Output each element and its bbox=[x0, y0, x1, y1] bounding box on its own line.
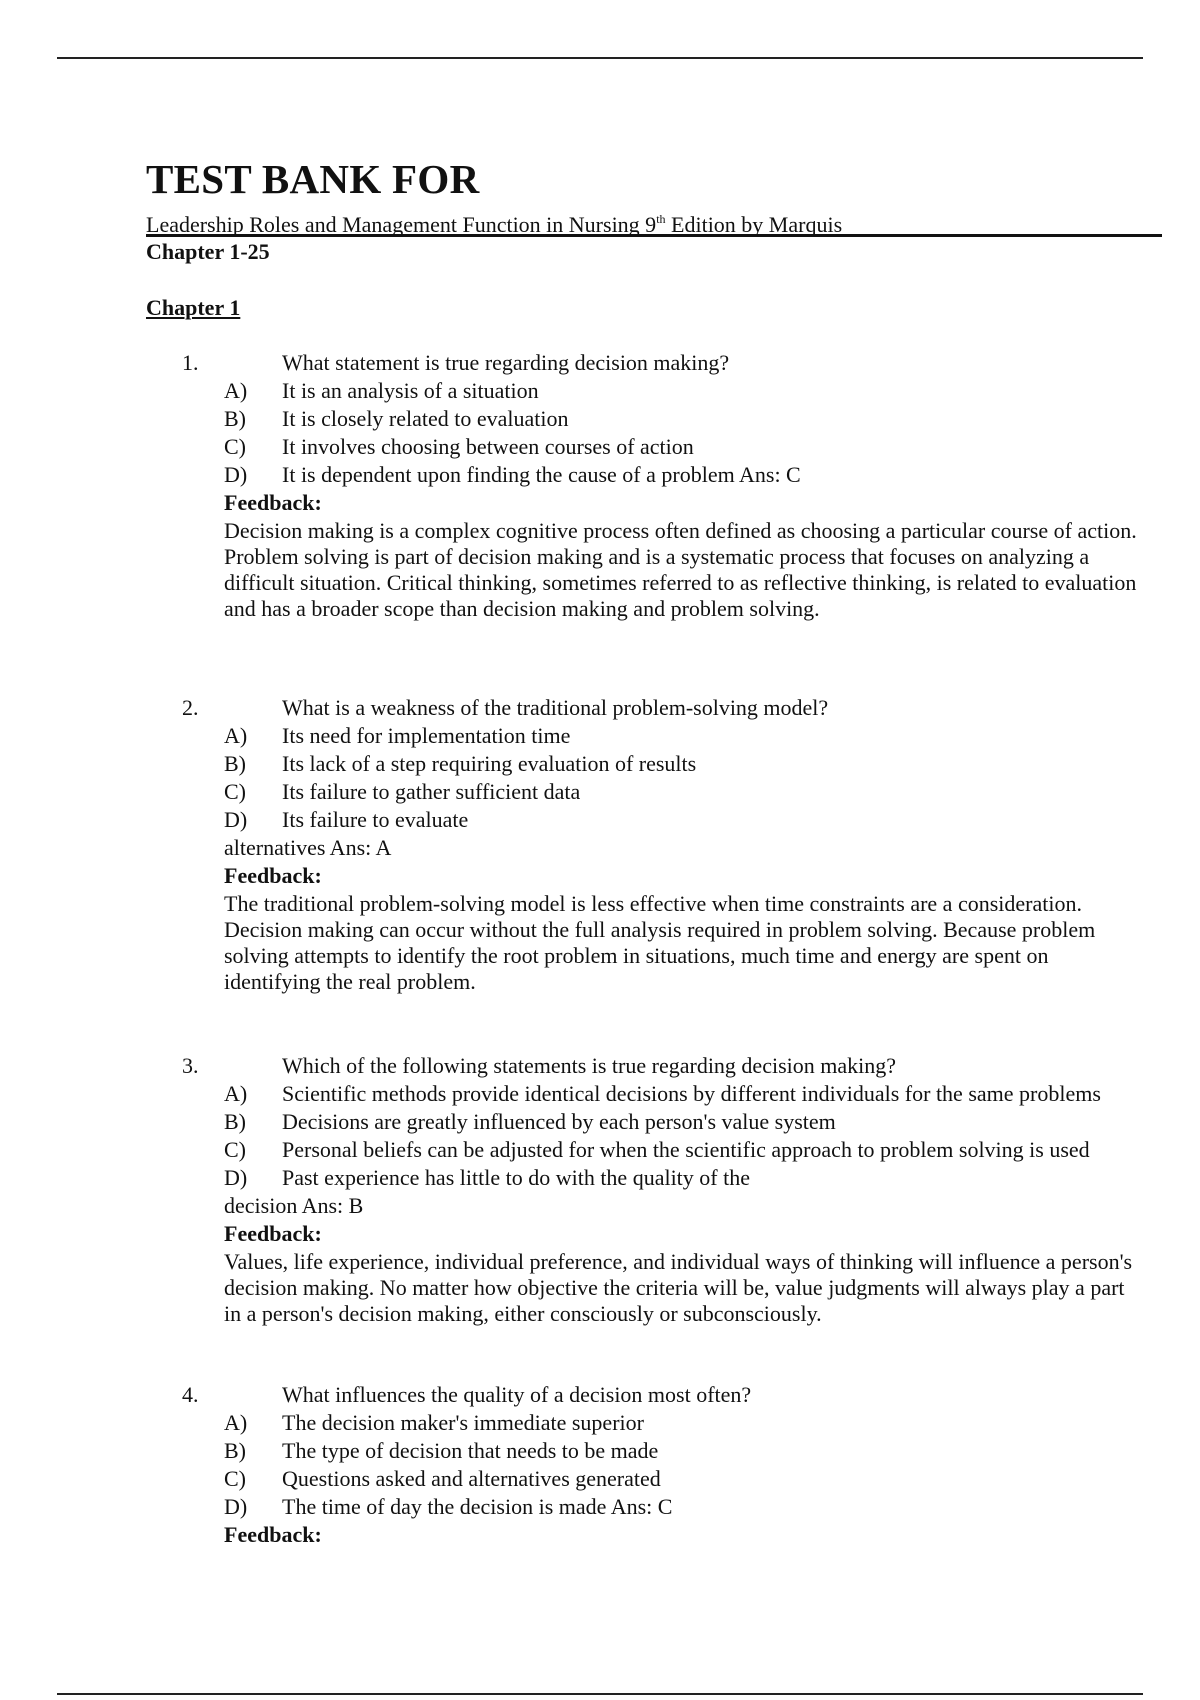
option-a bbox=[0, 1410, 1200, 1438]
option-label: D) bbox=[224, 1165, 248, 1190]
option-label: B) bbox=[224, 751, 246, 776]
option-c bbox=[0, 1466, 1200, 1494]
option-a bbox=[0, 1081, 1200, 1109]
question-line bbox=[0, 1053, 1200, 1081]
option-d bbox=[0, 807, 1200, 835]
option-text: Its failure to evaluate bbox=[282, 807, 469, 832]
question-text: Which of the following statements is true regarding decision making? bbox=[282, 1053, 897, 1078]
option-b bbox=[0, 1438, 1200, 1466]
question-line bbox=[0, 695, 1200, 723]
option-text: Scientific methods provide identical decisions by different individuals for the same problems bbox=[282, 1081, 1101, 1106]
option-label: B) bbox=[224, 406, 246, 431]
option-b bbox=[0, 1109, 1200, 1137]
option-text: The time of day the decision is made Ans: C bbox=[282, 1494, 673, 1519]
option-text: It is an analysis of a situation bbox=[282, 378, 539, 403]
option-text: It is dependent upon finding the cause of a problem Ans: C bbox=[282, 462, 801, 487]
top-rule bbox=[57, 57, 1143, 59]
chapter-range: Chapter 1-25 bbox=[146, 239, 270, 264]
option-text: The type of decision that needs to be made bbox=[282, 1438, 659, 1463]
option-label: B) bbox=[224, 1109, 246, 1134]
feedback-label: Feedback: bbox=[224, 1221, 322, 1246]
feedback-text: Values, life experience, individual preference, and individual ways of thinking will influence a person's decision making. No matter how objective the criteria will be, value judgments will always play a part in a person's decision making, either consciously or subconsciously. bbox=[224, 1249, 1133, 1326]
option-label: D) bbox=[224, 1494, 248, 1519]
subtitle-superscript: th bbox=[656, 212, 666, 226]
document-title: TEST BANK FOR bbox=[146, 156, 480, 202]
feedback-text: The traditional problem-solving model is less effective when time constraints are a consideration. Decision making can occur without the full analysis required in problem solving. Because problem solving attempts to identify the root problem in situations, much time and energy are spent on identifying the real problem. bbox=[224, 891, 1096, 994]
option-c bbox=[0, 434, 1200, 462]
option-label: A) bbox=[224, 1410, 248, 1435]
question-number: 1. bbox=[182, 350, 199, 375]
question-line bbox=[0, 350, 1200, 378]
option-text: The decision maker's immediate superior bbox=[282, 1410, 644, 1435]
option-text: Its need for implementation time bbox=[282, 723, 571, 748]
option-label: A) bbox=[224, 378, 248, 403]
question-text: What influences the quality of a decision most often? bbox=[282, 1382, 752, 1407]
bottom-rule bbox=[57, 1693, 1143, 1695]
option-text: Personal beliefs can be adjusted for when the scientific approach to problem solving is used bbox=[282, 1137, 1090, 1162]
feedback-label: Feedback: bbox=[224, 1522, 322, 1547]
option-d bbox=[0, 1494, 1200, 1522]
question-3 bbox=[0, 1053, 1200, 1327]
option-label: C) bbox=[224, 434, 246, 459]
subtitle-rule bbox=[146, 234, 1162, 237]
option-d bbox=[0, 1165, 1200, 1193]
option-label: C) bbox=[224, 779, 246, 804]
question-1 bbox=[0, 350, 1200, 622]
subtitle-main: Leadership Roles and Management Function in Nursing 9 bbox=[146, 212, 657, 237]
option-a bbox=[0, 723, 1200, 751]
chapter-heading: Chapter 1 bbox=[146, 295, 241, 320]
option-d bbox=[0, 462, 1200, 490]
question-text: What is a weakness of the traditional problem-solving model? bbox=[282, 695, 829, 720]
option-c bbox=[0, 1137, 1200, 1165]
option-label: D) bbox=[224, 462, 248, 487]
question-number: 3. bbox=[182, 1053, 199, 1078]
option-label: B) bbox=[224, 1438, 246, 1463]
option-continuation: decision Ans: B bbox=[224, 1193, 364, 1218]
option-label: C) bbox=[224, 1466, 246, 1491]
option-text: Its failure to gather sufficient data bbox=[282, 779, 581, 804]
option-continuation: alternatives Ans: A bbox=[224, 835, 392, 860]
option-label: D) bbox=[224, 807, 248, 832]
option-label: A) bbox=[224, 723, 248, 748]
feedback-label: Feedback: bbox=[224, 863, 322, 888]
option-b bbox=[0, 751, 1200, 779]
feedback-text: Decision making is a complex cognitive process often defined as choosing a particular course of action. Problem solving is part of decision making and is a systematic process that focuses on analyzing a difficult situation. Critical thinking, sometimes referred to as reflective thinking, is related to evaluation and has a broader scope than decision making and problem solving. bbox=[224, 518, 1137, 621]
option-text: Past experience has little to do with the quality of the bbox=[282, 1165, 750, 1190]
option-text: Decisions are greatly influenced by each person's value system bbox=[282, 1109, 836, 1134]
option-text: It is closely related to evaluation bbox=[282, 406, 569, 431]
option-label: C) bbox=[224, 1137, 246, 1162]
option-label: A) bbox=[224, 1081, 248, 1106]
option-text: It involves choosing between courses of action bbox=[282, 434, 694, 459]
subtitle-tail: Edition by Marquis bbox=[665, 212, 843, 237]
question-4 bbox=[0, 1382, 1200, 1550]
question-2 bbox=[0, 695, 1200, 995]
option-a bbox=[0, 378, 1200, 406]
option-c bbox=[0, 779, 1200, 807]
question-text: What statement is true regarding decision making? bbox=[282, 350, 730, 375]
feedback-label: Feedback: bbox=[224, 490, 322, 515]
question-number: 4. bbox=[182, 1382, 199, 1407]
option-text: Questions asked and alternatives generated bbox=[282, 1466, 661, 1491]
question-number: 2. bbox=[182, 695, 199, 720]
question-line bbox=[0, 1382, 1200, 1410]
option-b bbox=[0, 406, 1200, 434]
option-text: Its lack of a step requiring evaluation of results bbox=[282, 751, 697, 776]
